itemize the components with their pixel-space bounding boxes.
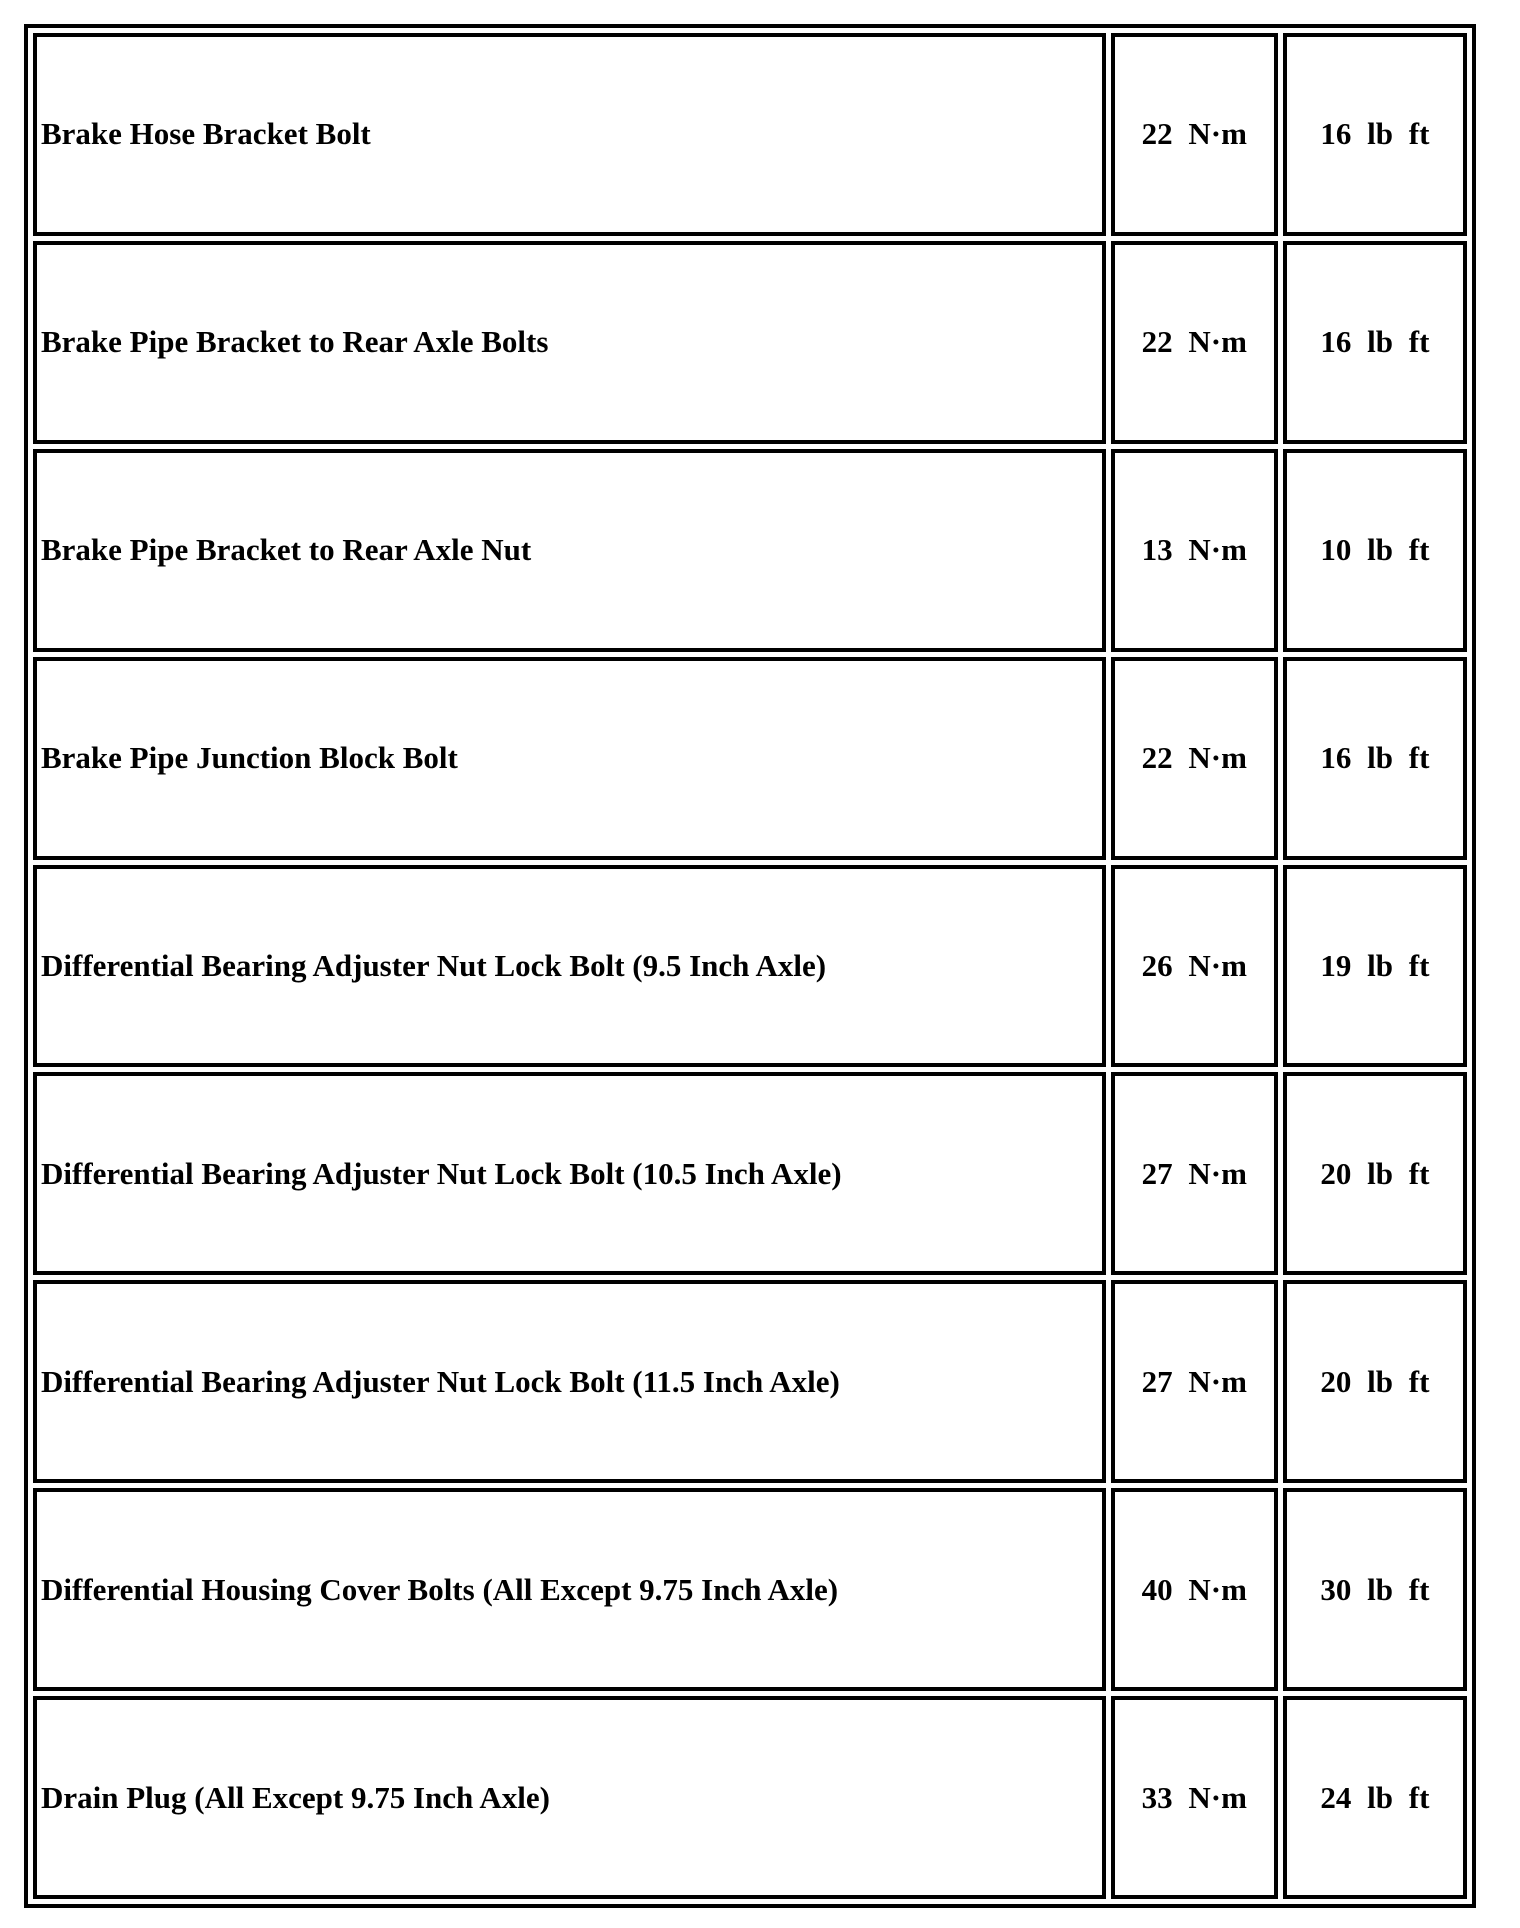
english-torque: 30 lb ft [1283,1488,1467,1691]
metric-torque: 22 N·m [1111,241,1278,444]
fastener-description: Drain Plug (All Except 9.75 Inch Axle) [33,1696,1106,1899]
fastener-description: Differential Housing Cover Bolts (All Except 9.75 Inch Axle) [33,1488,1106,1691]
english-torque: 16 lb ft [1283,657,1467,860]
fastener-description: Differential Bearing Adjuster Nut Lock Bolt (10.5 Inch Axle) [33,1072,1106,1275]
english-torque: 20 lb ft [1283,1072,1467,1275]
table-row [33,449,1467,652]
metric-torque: 40 N·m [1111,1488,1278,1691]
metric-torque: 26 N·m [1111,865,1278,1068]
fastener-torque-table [24,24,1476,1908]
english-torque: 16 lb ft [1283,33,1467,236]
english-torque: 19 lb ft [1283,865,1467,1068]
table-row [33,33,1467,236]
english-torque: 10 lb ft [1283,449,1467,652]
table-row [33,1280,1467,1483]
table-row [33,1488,1467,1691]
table-row [33,865,1467,1068]
english-torque: 24 lb ft [1283,1696,1467,1899]
fastener-description: Differential Bearing Adjuster Nut Lock Bolt (9.5 Inch Axle) [33,865,1106,1068]
table-row [33,1072,1467,1275]
table-row [33,241,1467,444]
fastener-description: Differential Bearing Adjuster Nut Lock Bolt (11.5 Inch Axle) [33,1280,1106,1483]
fastener-description: Brake Pipe Bracket to Rear Axle Bolts [33,241,1106,444]
metric-torque: 27 N·m [1111,1072,1278,1275]
metric-torque: 13 N·m [1111,449,1278,652]
metric-torque: 33 N·m [1111,1696,1278,1899]
metric-torque: 22 N·m [1111,657,1278,860]
table-row [33,657,1467,860]
english-torque: 20 lb ft [1283,1280,1467,1483]
table-row [33,1696,1467,1899]
fastener-description: Brake Pipe Junction Block Bolt [33,657,1106,860]
fastener-description: Brake Hose Bracket Bolt [33,33,1106,236]
english-torque: 16 lb ft [1283,241,1467,444]
metric-torque: 22 N·m [1111,33,1278,236]
fastener-description: Brake Pipe Bracket to Rear Axle Nut [33,449,1106,652]
metric-torque: 27 N·m [1111,1280,1278,1483]
